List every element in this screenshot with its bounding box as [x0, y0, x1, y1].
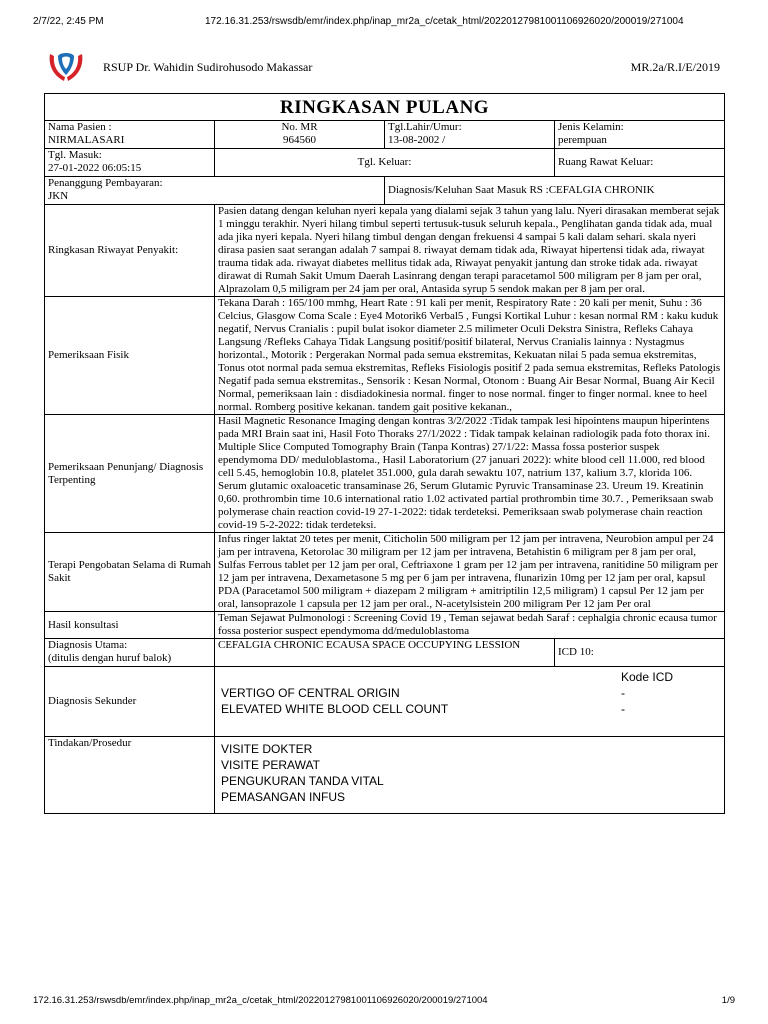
patient-name-label: Nama Pasien :: [48, 121, 112, 133]
browser-print-footer: [33, 995, 735, 1006]
hospital-logo-icon: [44, 48, 88, 84]
gender-cell: [555, 121, 725, 149]
procedures-row: [45, 737, 725, 814]
consultation-text: Teman Sejawat Pulmonologi : Screening Covid 19 , Teman sejawat bedah Saraf : cephalgia chronic ecausa tumor fossa posterior suspect ependymoma dd/meduloblastoma: [215, 612, 725, 639]
gender-label: Jenis Kelamin:: [558, 121, 624, 133]
history-label: Ringkasan Riwayat Penyakit:: [45, 205, 215, 297]
list-item: VISITE PERAWAT: [221, 758, 320, 772]
payer-label: Penanggung Pembayaran:: [48, 177, 163, 189]
icd10-label: ICD 10:: [555, 639, 725, 667]
mr-label: No. MR: [281, 121, 318, 133]
list-item: VISITE DOKTER: [221, 742, 313, 756]
secondary-diagnosis-name: VERTIGO OF CENTRAL ORIGIN: [221, 686, 400, 700]
summary-table: [44, 93, 725, 814]
admission-diagnosis: Diagnosis/Keluhan Saat Masuk RS :CEFALGIA CHRONIK: [385, 177, 725, 205]
secondary-diagnosis-label: Diagnosis Sekunder: [45, 667, 215, 737]
secondary-diagnosis-row: [45, 667, 725, 737]
history-row: [45, 205, 725, 297]
patient-name: NIRMALASARI: [48, 134, 125, 146]
title-row: [45, 94, 725, 121]
therapy-label: Terapi Pengobatan Selama di Rumah Sakit: [45, 533, 215, 612]
main-diagnosis-row: [45, 639, 725, 667]
mr-number: 964560: [283, 134, 316, 146]
admission-date: 27-01-2022 06:05:15: [48, 162, 142, 174]
mr-cell: [215, 121, 385, 149]
secondary-diagnosis-code: -: [621, 686, 625, 700]
form-code: MR.2a/R.I/E/2019: [630, 60, 720, 74]
discharge-room-label: Ruang Rawat Keluar:: [555, 149, 725, 177]
procedures-list: [215, 737, 725, 814]
physical-exam-text: Tekana Darah : 165/100 mmhg, Heart Rate : 91 kali per menit, Respiratory Rate : 20 kali per menit, Suhu : 36 Celcius, Glasgow Coma Scale : Eye4 Motorik6 Verbal5 , Fungsi Kortikal Luhur : kesan normal RM : kaku kuduk negatif, Nervus Cranialis : pupil bulat isokor diameter 2.5 milimeter Oculi Dekstra Sinistra, Refleks Cahaya Langsung /Refleks Cahaya Tidak Langsung positif/positif bilateral, Nervus Cranialis lainnya : Nystagmus horizontal., Motorik : Pergerakan Normal pada semua ekstremitas, Kekuatan nilai 5 pada semua ekstremitas, Tonus otot normal pada semua ekstremitas, Refleks Fisiologis positif 2 pada semua ekstremitas, Refleks Patologis Negatif pada semua ekstremitas., Sensorik : Kesan Normal, Otonom : Buang Air Besar Normal, Buang Air Kecil Normal, pemeriksaan lain : disdiadokinesia normal. finger to nose normal. finger to finger normal. knee to heel normal. Romberg positive kekanan. tandem gait positive kekanan.,: [215, 297, 725, 415]
discharge-date-label: Tgl. Keluar:: [215, 149, 555, 177]
dob-value: 13-08-2002 /: [388, 134, 446, 146]
list-item: [221, 701, 724, 717]
main-diagnosis-value: CEFALGIA CHRONIC ECAUSA SPACE OCCUPYING LESSION: [215, 639, 555, 667]
footer-url: 172.16.31.253/rswsdb/emr/index.php/inap_mr2a_c/cetak_html/20220127981001106926020/200019/271004: [33, 995, 488, 1006]
list-item: PENGUKURAN TANDA VITAL: [221, 774, 384, 788]
physical-exam-label: Pemeriksaan Fisik: [45, 297, 215, 415]
history-text: Pasien datang dengan keluhan nyeri kepala yang dialami sejak 3 tahun yang lalu. Nyeri dirasakan memberat sejak 1 minggu terakhir. Nyeri hilang timbul seperti tertusuk-tusuk seluruh kepala., Penglihatan ganda tidak ada, mual ada jika nyeri kepala. Nyeri hilang timbul dengan dengan frekuensi 4 sampai 5 kali dalam sehari. skala nyeri dirasa pasien saat serangan adalah 7 sampai 8. riwayat demam tidak ada, Riwayat hipertensi tidak ada, riwayat trauma tidak ada. riwayat diabetes mellitus tidak ada, Riwayat penyakit jantung dan stroke tidak ada. riwayat dirawat di Rumah Sakit Umum Daerah Lasinrang dengan terapi paracetamol 500 miligram per 8 jam per oral, Alprazolam 0,5 miligram per 24 jam per oral, Antasida syrup 5 sendok makan per 8 jam per oral.: [215, 205, 725, 297]
admission-date-label: Tgl. Masuk:: [48, 149, 102, 161]
secondary-diagnosis-name: ELEVATED WHITE BLOOD CELL COUNT: [221, 702, 449, 716]
supporting-exam-row: [45, 415, 725, 533]
admission-date-cell: [45, 149, 215, 177]
therapy-row: [45, 533, 725, 612]
payer-row: [45, 177, 725, 205]
document-header: [44, 48, 720, 84]
therapy-text: Infus ringer laktat 20 tetes per menit, Citicholin 500 miligram per 12 jam per intravena, Neurobion ampul per 24 jam per intravena, Ketorolac 30 miligram per 12 jam per intravena, Betahistin 6 miligram per 8 jam per oral, Sulfas Ferrous tablet per 12 jam per oral, Ceftriaxone 1 gram per 12 jam per intravena, ranitidine 50 miligram per 12 jam per intravena, Dexametasone 5 mg per 6 jam per intravena, flunarizin 10mg per 12 jam per oral, kapsul PDA (Paracetamol 500 miligram + diazepam 2 miligram + amitriptilin 12,5 miligram) 1 capsul Per 12 jam per oral, lansoprazole 1 capsula per 12 jam per oral., N-acetylsistein 200 miligram Per 12 jam Per oral: [215, 533, 725, 612]
secondary-diagnosis-cell: [215, 667, 725, 737]
physical-exam-row: [45, 297, 725, 415]
list-item: PEMASANGAN INFUS: [221, 790, 346, 804]
main-diagnosis-label: Diagnosis Utama:: [48, 639, 128, 651]
print-url: 172.16.31.253/rswsdb/emr/index.php/inap_mr2a_c/cetak_html/20220127981001106926020/200019/271004: [205, 16, 684, 27]
discharge-summary-form: [44, 93, 724, 814]
patient-name-cell: [45, 121, 215, 149]
kode-icd-header-row: [221, 669, 724, 685]
supporting-exam-text: Hasil Magnetic Resonance Imaging dengan kontras 3/2/2022 :Tidak tampak lesi hipointens maupun hiperintens pada MRI Brain saat ini, Hasil Foto Thoraks 27/1/2022 : Tidak tampak kelainan radiologik pada foto thorax ini. Multiple Slice Computed Tomography Brain (Tanpa Kontras) 27/1/22: Massa fossa posterior suspek ependymoma DD/ meduloblastoma., Hasil Laboratorium (27 januari 2022): white blood cell 11.000, red blood cell 5.45, hemoglobin 10.8, platelet 351.000, gula darah sewaktu 107, natrium 137, kalium 3.7, klorida 106. Serum glutamic oxaloacetic transaminase 26, Serum Glutamic Pyruvic Transaminase 23. Ureum 19. Kreatinin 0,60. prothrombin time 10.6 international ratio 1.02 activated partial prothrombin time 30.7. , Pemeriksaan swab polymerase chain reaction covid-19 27-1-2022: tidak terdeteksi. Pemeriksaan swab polymerase chain reaction covid-19 5-2-2022: tidak terdeteksi.: [215, 415, 725, 533]
main-diagnosis-label-cell: [45, 639, 215, 667]
kode-icd-header: Kode ICD: [621, 670, 674, 684]
payer-cell: [45, 177, 385, 205]
main-diagnosis-note: (ditulis dengan huruf balok): [48, 652, 172, 664]
secondary-diagnosis-list: [221, 669, 724, 717]
procedures-label: Tindakan/Prosedur: [45, 737, 215, 814]
payer-value: JKN: [48, 190, 69, 202]
list-item: [221, 685, 724, 701]
secondary-diagnosis-code: -: [621, 702, 625, 716]
consultation-row: [45, 612, 725, 639]
patient-row: [45, 121, 725, 149]
page-counter: 1/9: [721, 995, 735, 1006]
dob-cell: [385, 121, 555, 149]
hospital-name: RSUP Dr. Wahidin Sudirohusodo Makassar: [103, 60, 313, 74]
admission-row: [45, 149, 725, 177]
gender-value: perempuan: [558, 134, 607, 146]
consultation-label: Hasil konsultasi: [45, 612, 215, 639]
supporting-exam-label: Pemeriksaan Penunjang/ Diagnosis Terpenting: [45, 415, 215, 533]
print-datetime: 2/7/22, 2:45 PM: [33, 16, 104, 27]
dob-label: Tgl.Lahir/Umur:: [388, 121, 462, 133]
page-title: RINGKASAN PULANG: [45, 94, 725, 121]
